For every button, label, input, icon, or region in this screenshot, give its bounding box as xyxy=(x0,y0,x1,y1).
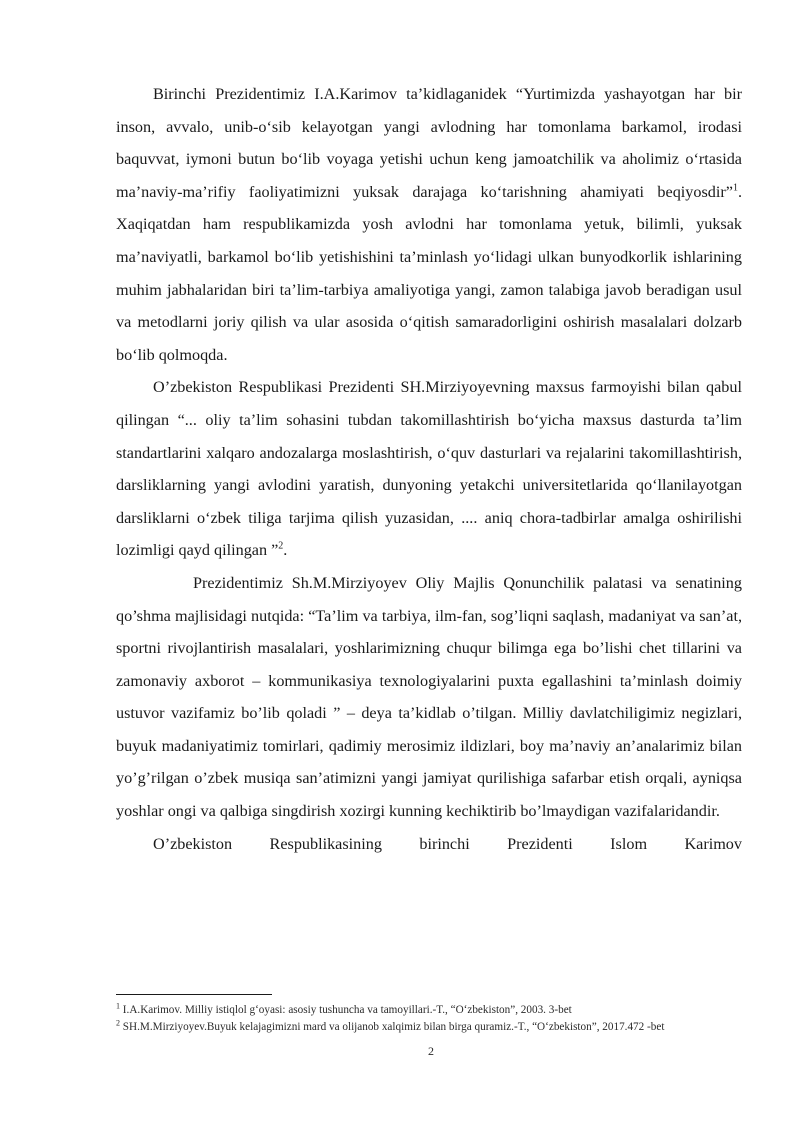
paragraph-text-continued: . xyxy=(283,541,288,560)
paragraph-text: O’zbekiston Respublikasi Prezidenti SH.Mirziyoyevning maxsus farmoyishi bilan qabul qilingan “... oliy ta’lim sohasini tubdan takomillashtirish bo‘yicha maxsus dasturda ta’lim standartlarini xalqaro andozalarga moslashtirish, o‘quv dasturlari va rejalarini takomillashtirish, darsliklarning yangi avlodini yaratish, dunyoning yetakchi universitetlarida qo‘llanilayotgan darsliklarni o‘zbek tiliga tarjima qilish yuzasidan, .... aniq chora-tadbirlar amalga oshirilishi lozimligi qayd qilingan ” xyxy=(116,378,742,560)
footnotes xyxy=(116,1002,742,1035)
footnote-mark: 1 xyxy=(116,1001,120,1011)
footnote-ref-2: 2 xyxy=(278,540,284,552)
footnote-2 xyxy=(116,1019,742,1036)
body-text xyxy=(116,78,742,860)
paragraph-text: Prezidentimiz Sh.M.Mirziyoyev Oliy Majlis Qonunchilik palatasi va senatining qo’shma majlisidagi nutqida: “Ta’lim va tarbiya, ilm-fan, sog’liqni saqlash, madaniyat va san’at, sportni rivojlantirish masalalari, yoshlarimizning chuqur bilimga ega bo’lishi chet tillarini va zamonaviy axborot – kommunikasiya texnologiyalarini puxta egallashini ta’minlash doimiy ustuvor vazifamiz bo’lib qoladi ” – deya ta’kidlab o’tilgan. Milliy davlatchiligimiz negizlari, buyuk madaniyatimiz tomirlari, qadimiy merosimiz ildizlari, boy ma’naviy an’analarimiz bilan yo’g’rilgan o’zbek musiqa san’atimizni yangi jamiyat qurilishiga safarbar etish orqali, ayniqsa yoshlar ongi va qalbiga singdirish xozirgi kunning kechiktirib bo’lmaydigan vazifalaridandir. xyxy=(116,573,742,821)
footnote-separator xyxy=(116,994,272,995)
paragraph-2 xyxy=(116,371,742,567)
paragraph-1 xyxy=(116,78,742,371)
page-number: 2 xyxy=(428,1044,434,1058)
paragraph-3 xyxy=(116,567,742,828)
footnote-text: I.A.Karimov. Milliy istiqlol g‘oyasi: asosiy tushuncha va tamoyillari.-T., “O‘zbekiston”, 2003. 3-bet xyxy=(122,1004,572,1016)
paragraph-text-continued: . Xaqiqatdan ham respublikamizda yosh avlodni har tomonlama yetuk, bilimli, yuksak ma’naviyatli, barkamol bo‘lib yetishishini ta’minlash yo‘lidagi ulkan bunyodkorlik ishlarining muhim jabhalaridan biri ta’lim-tarbiya amaliyotiga yangi, zamon talabiga javob beradigan usul va metodlarni joriy qilish va ular asosida o‘qitish samaradorligini oshirish masalalari dolzarb bo‘lib qolmoqda. xyxy=(116,182,742,364)
footnote-text: SH.M.Mirziyoyev.Buyuk kelajagimizni mard va olijanob xalqimiz bilan birga quramiz.-T., “O‘zbekiston”, 2017.472 -bet xyxy=(122,1020,665,1033)
paragraph-text: Birinchi Prezidentimiz I.A.Karimov ta’kidlaganidek “Yurtimizda yashayotgan har bir inson, avvalo, unib-o‘sib kelayotgan yangi avlodning har tomonlama barkamol, irodasi baquvvat, iymoni butun bo‘lib voyaga yetishi uchun keng jamoatchilik va aholimiz o‘rtasida ma’naviy-ma’rifiy faoliyatimizni yuksak darajaga ko‘tarishning ahamiyati beqiyosdir” xyxy=(116,85,742,201)
paragraph-text: O’zbekiston Respublikasining birinchi Prezidenti Islom Karimov xyxy=(153,834,742,853)
paragraph-4 xyxy=(116,828,742,861)
footnote-1 xyxy=(116,1002,742,1019)
footnote-ref-1: 1 xyxy=(732,182,738,194)
footnote-mark: 2 xyxy=(116,1017,120,1027)
